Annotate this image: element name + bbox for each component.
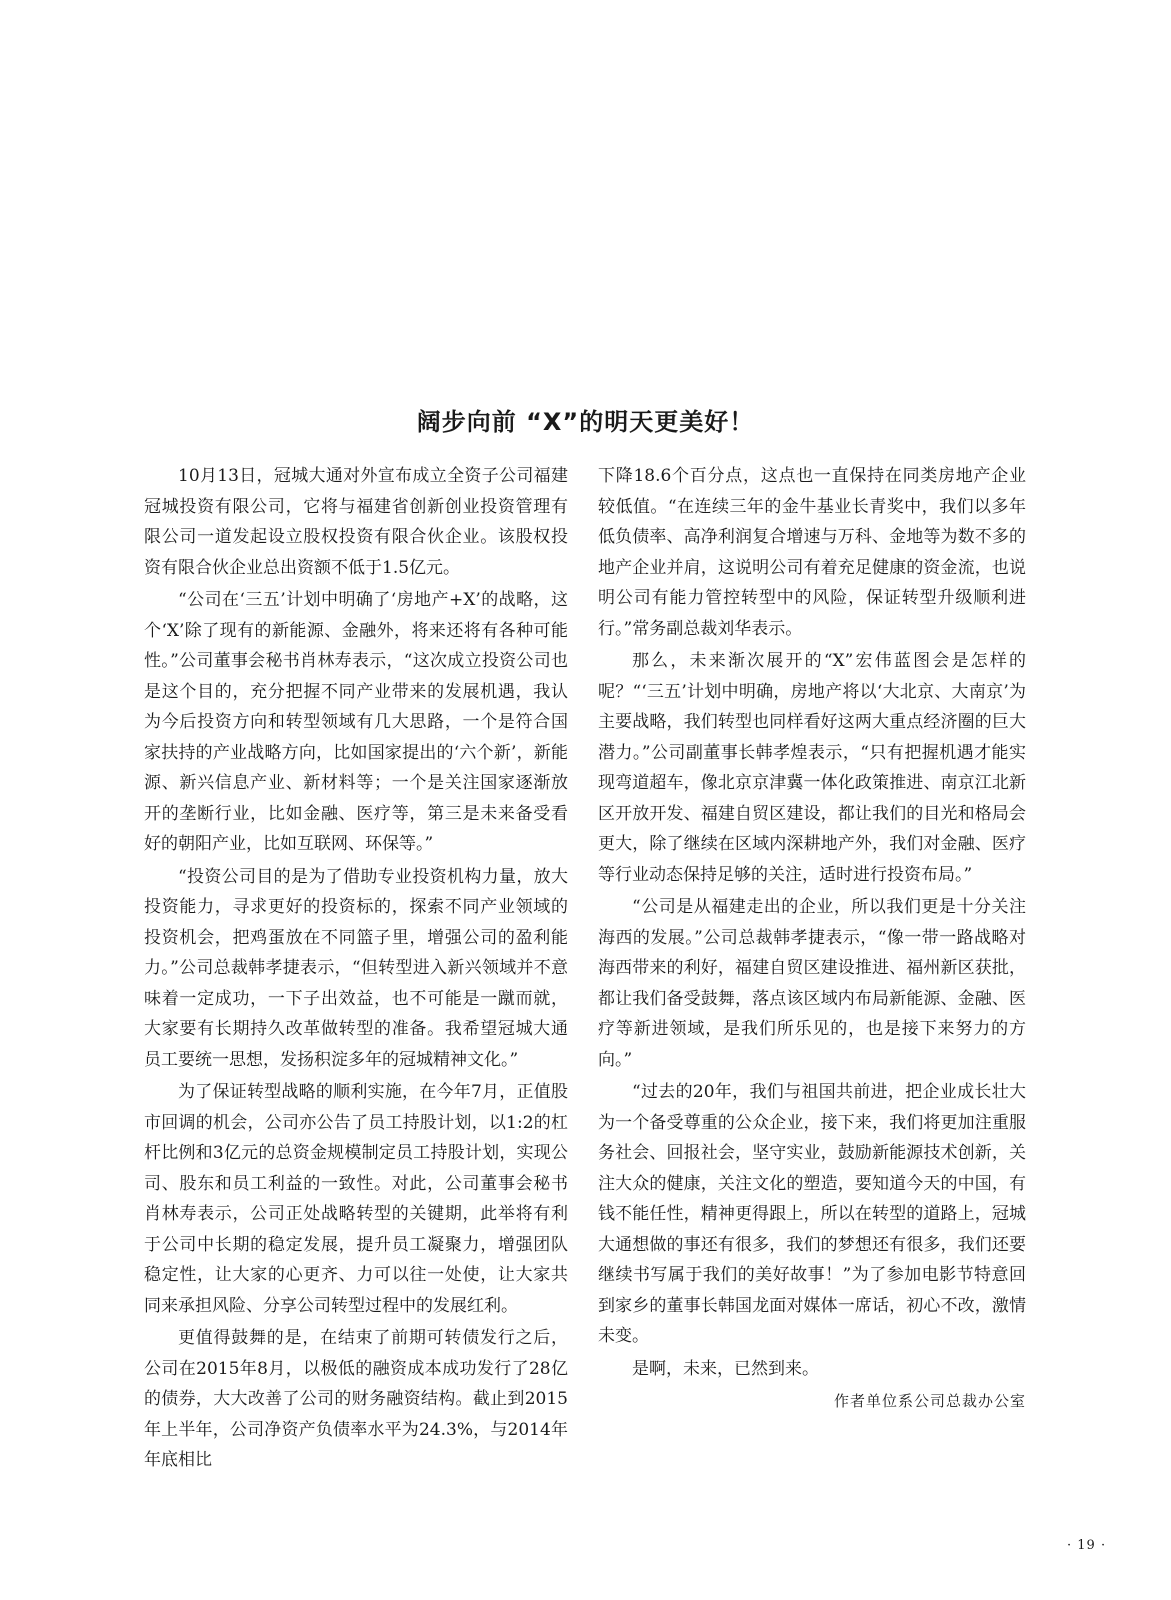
paragraph-continued: 下降18.6个百分点，这点也一直保持在同类房地产企业较低值。“在连续三年的金牛基业长青奖中，我们以多年低负债率、高净利润复合增速与万科、金地等为数不多的地产企业并肩，这说明公司有着充足健康的资金流，也说明公司有能力管控转型中的风险，保证转型升级顺利进行。”常务副总裁刘华表示。 (598, 466, 1026, 639)
author-byline: 作者单位系公司总裁办公室 (833, 1392, 1026, 1410)
paragraph: 10月13日，冠城大通对外宣布成立全资子公司福建冠城投资有限公司，它将与福建省创新创业投资管理有限公司一道发起设立股权投资有限合伙企业。该股权投资有限合伙企业总出资额不低于1.5亿元。 (144, 466, 568, 578)
page-number: · 19 · (1067, 1538, 1107, 1553)
right-column (598, 461, 1026, 1417)
article-title: 阔步向前 “X”的明天更美好！ (416, 408, 755, 436)
paragraph: 更值得鼓舞的是，在结束了前期可转债发行之后，公司在2015年8月，以极低的融资成本成功发行了28亿的债券，大大改善了公司的财务融资结构。截止到2015年上半年，公司净资产负债率水平为24.3%，与2014年年底相比 (144, 1328, 568, 1470)
paragraph: “公司在‘三五’计划中明确了‘房地产+X’的战略，这个‘X’除了现有的新能源、金融外，将来还将有各种可能性。”公司董事会秘书肖林寿表示，“这次成立投资公司也是这个目的，充分把握不同产业带来的发展机遇，我认为今后投资方向和转型领域有几大思路，一个是符合国家扶持的产业战略方向，比如国家提出的‘六个新’，新能源、新兴信息产业、新材料等；一个是关注国家逐渐放开的垄断行业，比如金融、医疗等，第三是未来备受看好的朝阳产业，比如互联网、环保等。” (144, 590, 568, 854)
paragraph: 是啊，未来，已然到来。 (632, 1358, 819, 1379)
left-column (144, 461, 568, 1478)
paragraph: “过去的20年，我们与祖国共前进，把企业成长壮大为一个备受尊重的公众企业，接下来，我们将更加注重服务社会、回报社会，坚守实业，鼓励新能源技术创新，关注大众的健康，关注文化的塑造，要知道今天的中国，有钱不能任性，精神更得跟上，所以在转型的道路上，冠城大通想做的事还有很多，我们的梦想还有很多，我们还要继续书写属于我们的美好故事！”为了参加电影节特意回到家乡的董事长韩国龙面对媒体一席话，初心不改，激情未变。 (598, 1082, 1026, 1346)
paragraph: 为了保证转型战略的顺利实施，在今年7月，正值股市回调的机会，公司亦公告了员工持股计划，以1:2的杠杆比例和3亿元的总资金规模制定员工持股计划，实现公司、股东和员工利益的一致性。对此，公司董事会秘书肖林寿表示，公司正处战略转型的关键期，此举将有利于公司中长期的稳定发展，提升员工凝聚力，增强团队稳定性，让大家的心更齐、力可以往一处使，让大家共同来承担风险、分享公司转型过程中的发展红利。 (144, 1082, 568, 1316)
paragraph: “投资公司目的是为了借助专业投资机构力量，放大投资能力，寻求更好的投资标的，探索不同产业领域的投资机会，把鸡蛋放在不同篮子里，增强公司的盈利能力。”公司总裁韩孝捷表示，“但转型进入新兴领域并不意味着一定成功，一下子出效益，也不可能是一蹴而就，大家要有长期持久改革做转型的准备。我希望冠城大通员工要统一思想，发扬积淀多年的冠城精神文化。” (144, 866, 568, 1070)
paragraph: “公司是从福建走出的企业，所以我们更是十分关注海西的发展。”公司总裁韩孝捷表示，“像一带一路战略对海西带来的利好，福建自贸区建设推进、福州新区获批，都让我们备受鼓舞，落点该区域内布局新能源、金融、医疗等新进领域，是我们所乐见的，也是接下来努力的方向。” (598, 897, 1026, 1070)
paragraph: 那么，未来渐次展开的“X”宏伟蓝图会是怎样的呢？“‘三五’计划中明确，房地产将以‘大北京、大南京’为主要战略，我们转型也同样看好这两大重点经济圈的巨大潜力。”公司副董事长韩孝煌表示，“只有把握机遇才能实现弯道超车，像北京京津冀一体化政策推进、南京江北新区开放开发、福建自贸区建设，都让我们的目光和格局会更大，除了继续在区域内深耕地产外，我们对金融、医疗等行业动态保持足够的关注，适时进行投资布局。” (598, 651, 1026, 885)
